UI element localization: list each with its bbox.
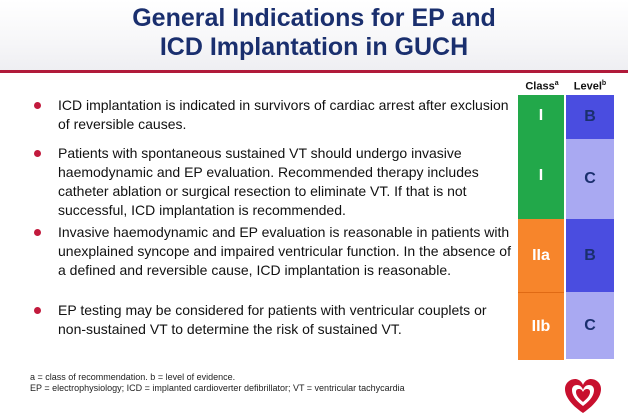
level-header-sup: b: [601, 80, 607, 87]
footnote-keys: a = class of recommendation. b = level of evidence.: [30, 372, 236, 382]
class-cell-IIa: [518, 219, 564, 292]
footnote-abbreviations: EP = electrophysiology; ICD = implanted cardioverter defibrillator; VT = ventricular tachycardia: [30, 383, 405, 393]
level-value: C: [584, 170, 596, 187]
indication-item: [34, 301, 514, 339]
indication-item: [34, 96, 514, 134]
class-header-label: Class: [525, 80, 555, 93]
bullet-icon: [34, 307, 41, 314]
class-header-sup: a: [554, 80, 559, 87]
indication-text: ICD implantation is indicated in survivors of cardiac arrest after exclusion of reversible causes.: [58, 97, 509, 132]
class-value: IIa: [532, 246, 550, 264]
indication-item: [34, 144, 514, 220]
level-column-header: [566, 80, 614, 93]
class-column-header: [519, 80, 565, 93]
title-line-1: General Indications for EP and: [132, 4, 496, 32]
class-value: IIb: [531, 317, 551, 335]
level-value: B: [584, 246, 596, 264]
indication-item: [34, 223, 514, 280]
level-cell-C: [566, 139, 614, 219]
bullet-icon: [34, 229, 41, 236]
class-cell-IIb: [518, 292, 564, 360]
level-cell-C: [566, 292, 614, 359]
bullet-icon: [34, 102, 41, 109]
class-cell-I: [518, 95, 564, 219]
slide-title: [60, 4, 568, 62]
indication-text: EP testing may be considered for patients with ventricular couplets or non-sustained VT to determine the risk of sustained VT.: [58, 302, 487, 337]
title-divider: [0, 70, 628, 73]
bullet-icon: [34, 150, 41, 157]
level-cell-B: [566, 219, 614, 292]
heart-logo-icon: [562, 376, 604, 416]
indication-text: Invasive haemodynamic and EP evaluation is reasonable in patients with unexplained syncope and impaired ventricular function. In the absence of a defined and reversible cause, ICD implantation is reasonable.: [58, 224, 511, 278]
level-value: B: [584, 108, 596, 125]
class-value: I: [538, 167, 544, 184]
level-cell-B: [566, 95, 614, 139]
level-value: C: [584, 316, 596, 334]
level-header-label: Level: [573, 80, 602, 93]
class-value: I: [538, 107, 544, 124]
indication-text: Patients with spontaneous sustained VT should undergo invasive haemodynamic and EP evaluation. Recommended therapy includes catheter ablation or surgical resection to eliminate VT. If that is not successful, ICD implantation is recommended.: [58, 145, 479, 218]
title-line-2: ICD Implantation in GUCH: [159, 33, 469, 61]
recommendation-grid: [518, 95, 614, 359]
